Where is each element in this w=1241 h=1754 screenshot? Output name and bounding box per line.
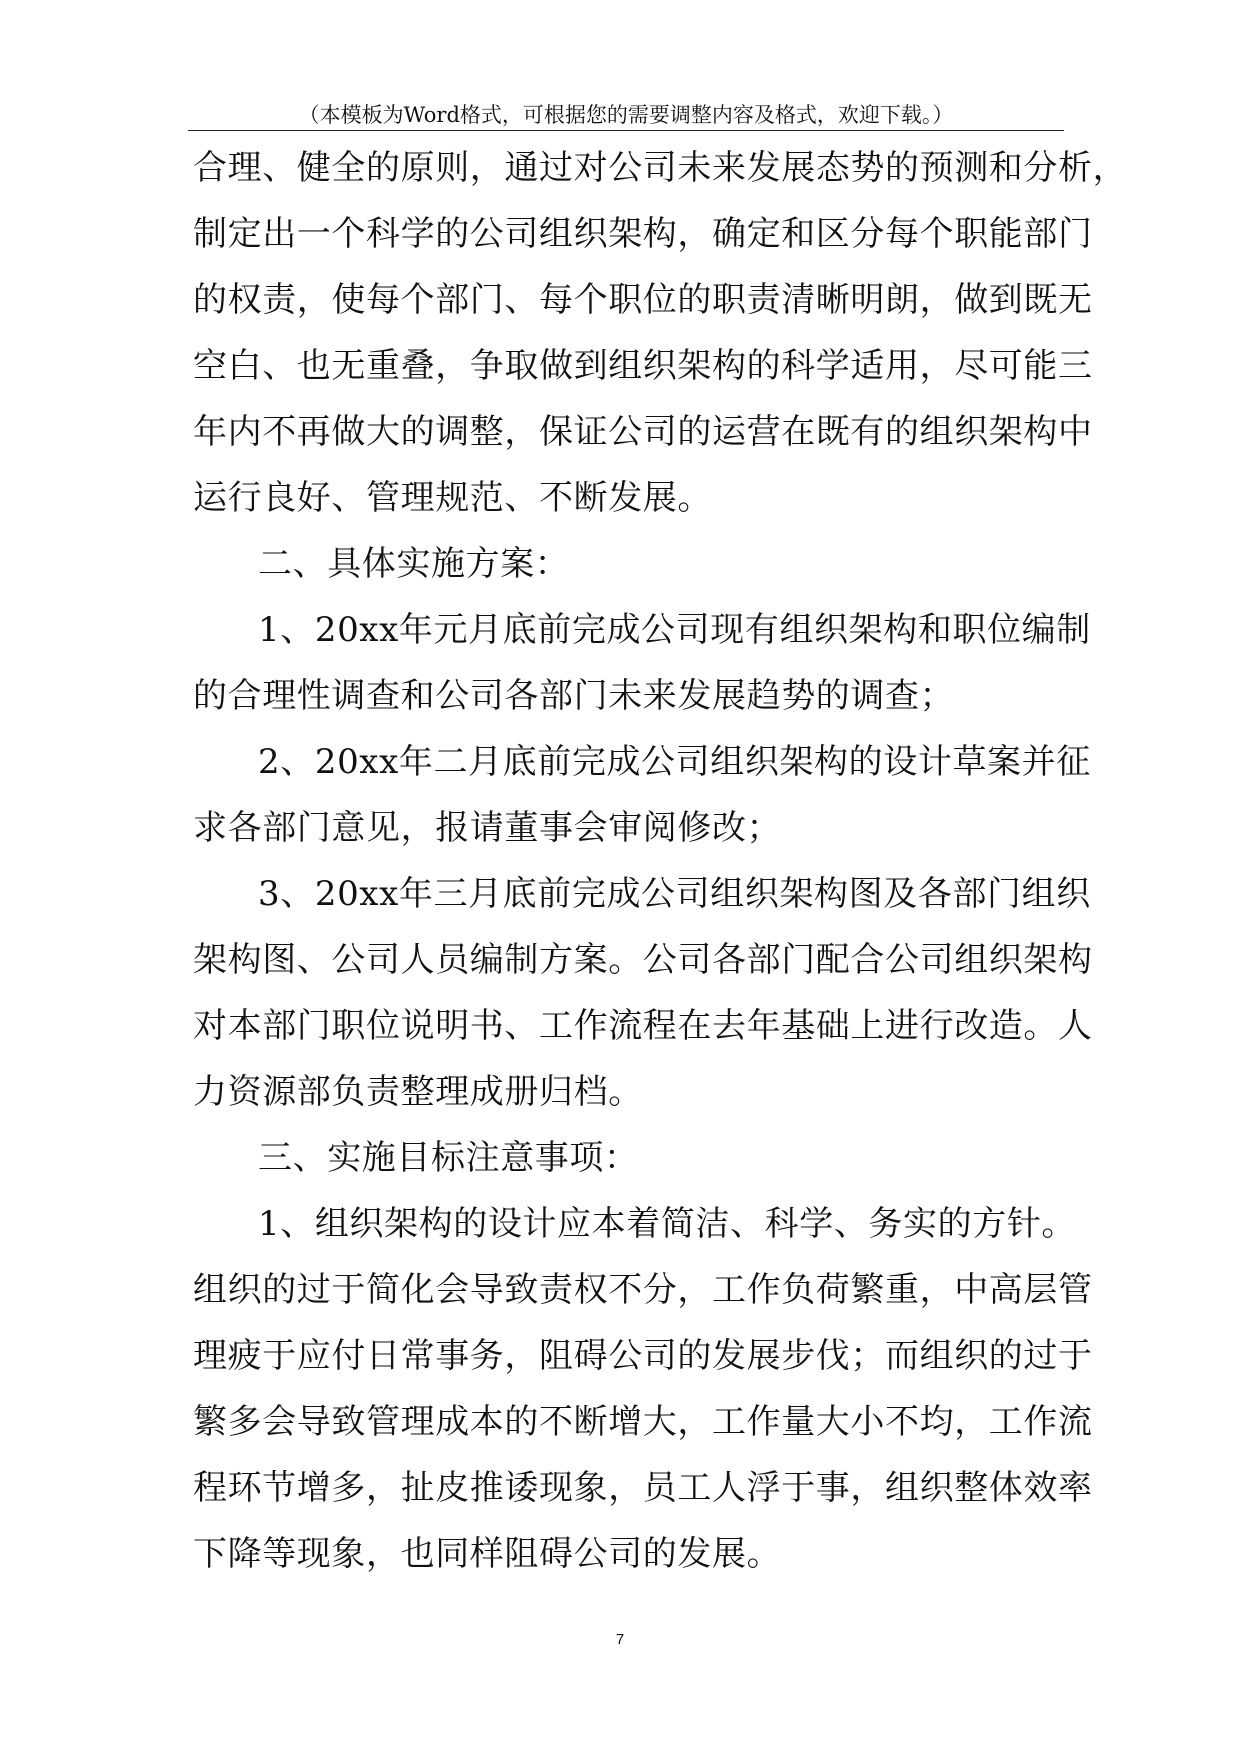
header-divider (188, 130, 1064, 131)
plan-item-1-line-1: 1、20xx年元月底前完成公司现有组织架构和职位编制 (258, 610, 1091, 650)
plan-item-3-line-1: 3、20xx年三月底前完成公司组织架构图及各部门组织 (258, 874, 1091, 914)
body-line-2: 制定出一个科学的公司组织架构，确定和区分每个职能部门 (193, 214, 1093, 254)
note-item-1-line-4: 繁多会导致管理成本的不断增大，工作量大小不均，工作流 (193, 1402, 1093, 1442)
note-item-1-line-2: 组织的过于简化会导致责权不分，工作负荷繁重，中高层管 (193, 1270, 1093, 1310)
body-line-6: 运行良好、管理规范、不断发展。 (193, 478, 712, 518)
body-line-4: 空白、也无重叠，争取做到组织架构的科学适用，尽可能三 (193, 346, 1093, 386)
body-line-3: 的权责，使每个部门、每个职位的职责清晰明朗，做到既无 (193, 280, 1093, 320)
plan-item-3-line-4: 力资源部负责整理成册归档。 (193, 1072, 643, 1112)
plan-item-1-line-2: 的合理性调查和公司各部门未来发展趋势的调查； (193, 676, 955, 716)
body-line-5: 年内不再做大的调整，保证公司的运营在既有的组织架构中 (193, 412, 1093, 452)
note-item-1-line-3: 理疲于应付日常事务，阻碍公司的发展步伐；而组织的过于 (193, 1336, 1093, 1376)
page-number: 7 (615, 1631, 625, 1648)
section-heading-3: 三、实施目标注意事项： (258, 1138, 639, 1178)
note-item-1-line-5: 程环节增多，扯皮推诿现象，员工人浮于事，组织整体效率 (193, 1468, 1093, 1508)
plan-item-3-line-3: 对本部门职位说明书、工作流程在去年基础上进行改造。人 (193, 1006, 1093, 1046)
note-item-1-line-1: 1、组织架构的设计应本着简洁、科学、务实的方针。 (258, 1204, 1077, 1244)
page-header-note: （本模板为Word格式，可根据您的需要调整内容及格式，欢迎下载。） (298, 103, 954, 127)
section-heading-2: 二、具体实施方案： (258, 544, 570, 584)
body-line-1: 合理、健全的原则，通过对公司未来发展态势的预测和分析， (193, 148, 1128, 188)
plan-item-2-line-1: 2、20xx年二月底前完成公司组织架构的设计草案并征 (258, 742, 1091, 782)
plan-item-2-line-2: 求各部门意见，报请董事会审阅修改； (193, 808, 782, 848)
plan-item-3-line-2: 架构图、公司人员编制方案。公司各部门配合公司组织架构 (193, 940, 1093, 980)
note-item-1-line-6: 下降等现象，也同样阻碍公司的发展。 (193, 1534, 782, 1574)
